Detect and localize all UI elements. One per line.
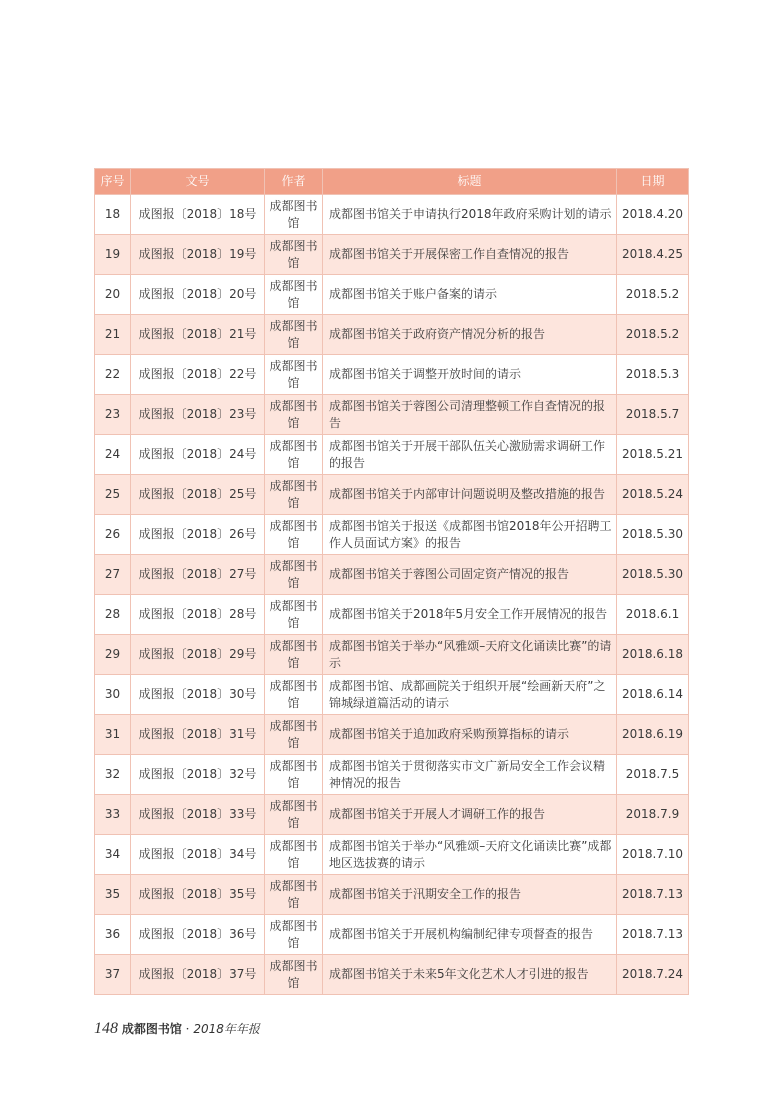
cell-title: 成都图书馆关于蓉图公司固定资产情况的报告	[323, 555, 617, 595]
table-row	[95, 355, 689, 395]
cell-no: 27	[95, 555, 131, 595]
cell-date: 2018.6.19	[617, 715, 689, 755]
cell-author: 成都图书馆	[265, 715, 323, 755]
cell-doc-number: 成图报〔2018〕29号	[131, 635, 265, 675]
table-row	[95, 315, 689, 355]
cell-author: 成都图书馆	[265, 275, 323, 315]
table-row	[95, 955, 689, 995]
cell-title: 成都图书馆关于账户备案的请示	[323, 275, 617, 315]
cell-title: 成都图书馆关于举办“风雅颂–天府文化诵读比赛”的请示	[323, 635, 617, 675]
cell-doc-number: 成图报〔2018〕37号	[131, 955, 265, 995]
cell-no: 31	[95, 715, 131, 755]
cell-no: 35	[95, 875, 131, 915]
cell-doc-number: 成图报〔2018〕34号	[131, 835, 265, 875]
header-doc: 文号	[131, 169, 265, 195]
cell-no: 33	[95, 795, 131, 835]
cell-author: 成都图书馆	[265, 915, 323, 955]
table-row	[95, 875, 689, 915]
cell-title: 成都图书馆关于开展人才调研工作的报告	[323, 795, 617, 835]
cell-author: 成都图书馆	[265, 355, 323, 395]
table-row	[95, 555, 689, 595]
cell-no: 25	[95, 475, 131, 515]
cell-doc-number: 成图报〔2018〕24号	[131, 435, 265, 475]
cell-author: 成都图书馆	[265, 395, 323, 435]
cell-title: 成都图书馆关于2018年5月安全工作开展情况的报告	[323, 595, 617, 635]
cell-doc-number: 成图报〔2018〕30号	[131, 675, 265, 715]
cell-date: 2018.5.2	[617, 275, 689, 315]
footer-library: 成都图书馆	[121, 1022, 182, 1036]
cell-no: 21	[95, 315, 131, 355]
cell-no: 32	[95, 755, 131, 795]
footer-separator: ·	[185, 1022, 190, 1036]
cell-no: 28	[95, 595, 131, 635]
cell-date: 2018.5.30	[617, 555, 689, 595]
cell-author: 成都图书馆	[265, 795, 323, 835]
cell-date: 2018.5.2	[617, 315, 689, 355]
cell-date: 2018.5.7	[617, 395, 689, 435]
cell-doc-number: 成图报〔2018〕22号	[131, 355, 265, 395]
cell-date: 2018.7.24	[617, 955, 689, 995]
cell-author: 成都图书馆	[265, 555, 323, 595]
cell-title: 成都图书馆关于蓉图公司清理整顿工作自查情况的报告	[323, 395, 617, 435]
document-table	[94, 168, 689, 995]
cell-title: 成都图书馆关于调整开放时间的请示	[323, 355, 617, 395]
cell-date: 2018.6.18	[617, 635, 689, 675]
cell-author: 成都图书馆	[265, 475, 323, 515]
cell-no: 24	[95, 435, 131, 475]
cell-date: 2018.7.10	[617, 835, 689, 875]
table-row	[95, 795, 689, 835]
cell-date: 2018.7.5	[617, 755, 689, 795]
cell-doc-number: 成图报〔2018〕32号	[131, 755, 265, 795]
cell-title: 成都图书馆、成都画院关于组织开展“绘画新天府”之锦城绿道篇活动的请示	[323, 675, 617, 715]
cell-date: 2018.6.14	[617, 675, 689, 715]
cell-date: 2018.6.1	[617, 595, 689, 635]
header-title: 标题	[323, 169, 617, 195]
cell-date: 2018.7.13	[617, 875, 689, 915]
cell-title: 成都图书馆关于政府资产情况分析的报告	[323, 315, 617, 355]
table-row	[95, 915, 689, 955]
cell-date: 2018.4.25	[617, 235, 689, 275]
table-row	[95, 195, 689, 235]
cell-title: 成都图书馆关于贯彻落实市文广新局安全工作会议精神情况的报告	[323, 755, 617, 795]
cell-no: 34	[95, 835, 131, 875]
table-row	[95, 395, 689, 435]
cell-doc-number: 成图报〔2018〕19号	[131, 235, 265, 275]
table-row	[95, 595, 689, 635]
cell-title: 成都图书馆关于内部审计问题说明及整改措施的报告	[323, 475, 617, 515]
cell-title: 成都图书馆关于申请执行2018年政府采购计划的请示	[323, 195, 617, 235]
cell-doc-number: 成图报〔2018〕35号	[131, 875, 265, 915]
table-row	[95, 515, 689, 555]
cell-date: 2018.4.20	[617, 195, 689, 235]
cell-doc-number: 成图报〔2018〕27号	[131, 555, 265, 595]
cell-date: 2018.5.30	[617, 515, 689, 555]
cell-title: 成都图书馆关于追加政府采购预算指标的请示	[323, 715, 617, 755]
cell-date: 2018.5.3	[617, 355, 689, 395]
table-row	[95, 475, 689, 515]
cell-doc-number: 成图报〔2018〕33号	[131, 795, 265, 835]
cell-author: 成都图书馆	[265, 195, 323, 235]
cell-author: 成都图书馆	[265, 835, 323, 875]
cell-doc-number: 成图报〔2018〕20号	[131, 275, 265, 315]
cell-no: 22	[95, 355, 131, 395]
table-row	[95, 755, 689, 795]
cell-title: 成都图书馆关于未来5年文化艺术人才引进的报告	[323, 955, 617, 995]
cell-author: 成都图书馆	[265, 315, 323, 355]
cell-doc-number: 成图报〔2018〕31号	[131, 715, 265, 755]
cell-no: 30	[95, 675, 131, 715]
cell-author: 成都图书馆	[265, 635, 323, 675]
cell-title: 成都图书馆关于开展保密工作自查情况的报告	[323, 235, 617, 275]
cell-date: 2018.7.13	[617, 915, 689, 955]
cell-doc-number: 成图报〔2018〕25号	[131, 475, 265, 515]
cell-no: 19	[95, 235, 131, 275]
cell-no: 26	[95, 515, 131, 555]
cell-doc-number: 成图报〔2018〕26号	[131, 515, 265, 555]
cell-title: 成都图书馆关于开展干部队伍关心激励需求调研工作的报告	[323, 435, 617, 475]
header-author: 作者	[265, 169, 323, 195]
table-header-row	[95, 169, 689, 195]
cell-author: 成都图书馆	[265, 235, 323, 275]
page-footer	[94, 1020, 260, 1038]
header-no: 序号	[95, 169, 131, 195]
table-row	[95, 275, 689, 315]
footer-report: 2018年年报	[193, 1022, 260, 1036]
table-row	[95, 435, 689, 475]
cell-title: 成都图书馆关于报送《成都图书馆2018年公开招聘工作人员面试方案》的报告	[323, 515, 617, 555]
cell-title: 成都图书馆关于汛期安全工作的报告	[323, 875, 617, 915]
cell-date: 2018.5.21	[617, 435, 689, 475]
cell-no: 20	[95, 275, 131, 315]
cell-author: 成都图书馆	[265, 595, 323, 635]
cell-no: 23	[95, 395, 131, 435]
table-row	[95, 635, 689, 675]
cell-doc-number: 成图报〔2018〕36号	[131, 915, 265, 955]
table-row	[95, 675, 689, 715]
page-number: 148	[94, 1020, 118, 1037]
cell-date: 2018.5.24	[617, 475, 689, 515]
table-row	[95, 835, 689, 875]
cell-no: 18	[95, 195, 131, 235]
cell-no: 37	[95, 955, 131, 995]
cell-doc-number: 成图报〔2018〕21号	[131, 315, 265, 355]
cell-title: 成都图书馆关于开展机构编制纪律专项督查的报告	[323, 915, 617, 955]
cell-author: 成都图书馆	[265, 755, 323, 795]
cell-author: 成都图书馆	[265, 515, 323, 555]
cell-date: 2018.7.9	[617, 795, 689, 835]
cell-title: 成都图书馆关于举办“风雅颂–天府文化诵读比赛”成都地区选拔赛的请示	[323, 835, 617, 875]
cell-doc-number: 成图报〔2018〕23号	[131, 395, 265, 435]
table-row	[95, 715, 689, 755]
cell-no: 36	[95, 915, 131, 955]
table-body	[95, 195, 689, 995]
header-date: 日期	[617, 169, 689, 195]
cell-author: 成都图书馆	[265, 675, 323, 715]
cell-no: 29	[95, 635, 131, 675]
cell-doc-number: 成图报〔2018〕18号	[131, 195, 265, 235]
cell-doc-number: 成图报〔2018〕28号	[131, 595, 265, 635]
cell-author: 成都图书馆	[265, 435, 323, 475]
cell-author: 成都图书馆	[265, 875, 323, 915]
cell-author: 成都图书馆	[265, 955, 323, 995]
table-row	[95, 235, 689, 275]
